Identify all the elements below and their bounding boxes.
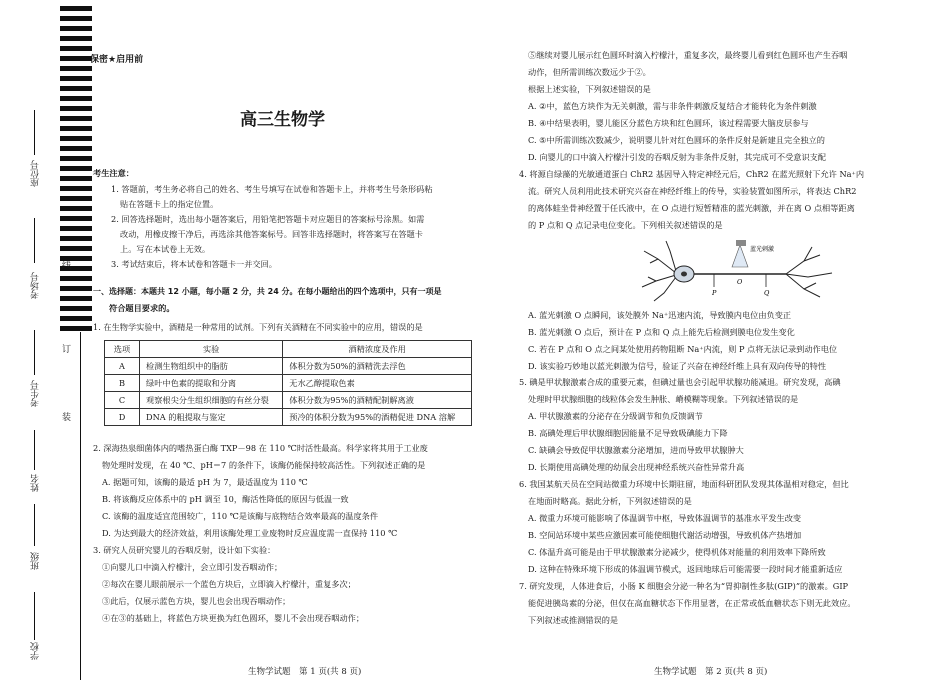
question-3-continued: ⑤继续对婴儿展示红色圆环时滴入柠檬汁，重复多次，最终婴儿看到红色圆环也产生吞咽 动作，但所需训练次数远少于②。 根据上述实验，下列叙述错误的是 A. ②中，蓝色方块作为无关刺激，需与非条件刺激反复结合才能转化为条件刺激 B. ④中结果表明，婴儿能区分蓝色方块和红色圆环，该过程需要大脑皮层参与 C. ⑤中所需训练次数减少，说明婴儿针对红色圆环的条件反射是新建且完全独立的 D. 向婴儿的口中滴入柠檬汁引发的吞咽反射为非条件反射，其完成可不受意识支配	[528, 50, 848, 162]
point-o: O	[737, 278, 743, 286]
q1-table	[104, 340, 472, 426]
notice-item: 贴在答题卡上的指定位置。	[120, 199, 219, 209]
question-7: 7. 研究发现，人体进食后，小肠 K 细胞会分泌一种名为“胃抑制性多肽(GIP)”的激素。GIP 能促进胰岛素的分泌，但仅在高血糖状态下作用显著，在正常或低血糖状态下则无此效应。 下列叙述或推测错误的是	[519, 581, 856, 625]
table-header: 选项	[105, 341, 140, 358]
school-label: 学校	[31, 642, 41, 660]
question-4: 4. 将源自绿藻的光敏通道蛋白 ChR2 基因导入特定神经元后，ChR2 在蓝光照射下允许 Na⁺内 流。研究人员利用此技术研究兴奋在神经纤维上的传导，实验装置如图所示，将表达 ChR2 的离体蛙坐骨神经置于任氏液中，在 O 点进行短暂精准的蓝光刺激，并在离 O 点相等距离 的 P 点和 Q 点记录电位变化。下列相关叙述错误的是	[519, 169, 865, 230]
question-4-options: A. 蓝光刺激 O 点瞬间，该处膜外 Na⁺迅速内流，导致膜内电位由负变正 B. 蓝光刺激 O 点后，预计在 P 点和 Q 点上能先后检测到膜电位发生变化 C. 若在 P 点和 O 点之间某处使用药物阻断 Na⁺内流，则 P 点将无法记录到动作电位 D. 该实验巧妙地以蓝光刺激为信号，验证了兴奋在神经纤维上具有双向传导的特性	[528, 310, 838, 371]
binding-margin	[0, 0, 95, 688]
class-label: 班级	[31, 552, 41, 570]
notice-item: 2. 回答选择题时，选出每小题答案后，用铅笔把答题卡对应题目的答案标号涂黑。如需	[111, 214, 425, 224]
light-source	[736, 240, 746, 246]
section1-heading: 一、选择题：本题共 12 小题，每小题 2 分，共 24 分。在每小题给出的四个选项中，只有一项是 符合题目要求的。	[93, 287, 442, 313]
exam-room-label: 考场号	[31, 272, 41, 299]
blue-light-label: 蓝光刺激	[750, 246, 775, 253]
cut-mark-line: 线	[62, 261, 72, 271]
point-q: Q	[764, 289, 770, 297]
seat-number-label: 座位号	[31, 160, 41, 187]
table-header: 实验	[140, 341, 283, 358]
secret-label: 保密★启用前	[90, 55, 144, 65]
point-p: P	[712, 289, 717, 297]
table-row: C 观察根尖分生组织细胞的有丝分裂 体积分数为95%的酒精配制解离液	[105, 392, 472, 409]
question-2: 2. 深海热泉细菌体内的嗜热蛋白酶 TXP－98 在 110 ℃时活性最高。科学家将其用于工业废 物处理时发现，在 40 ℃、pH＝7 的条件下，该酶仍能保持较高活性。下列叙述正确的是 A. 据题可知，该酶的最适 pH 为 7，最适温度为 110 ℃ B. 将该酶反应体系中的 pH 调至 10，酶活性降低的原因与低温一致 C. 该酶的温度适宜范围较广，110 ℃是该酶与底物结合效率最高的温度条件 D. 为达到最大的经济效益，利用该酶处理工业废物时反应温度需一直保持 110 ℃	[93, 443, 428, 538]
page-title: 高三生物学	[240, 110, 325, 130]
footer-left: 生物学试题 第 1 页(共 8 页)	[248, 667, 362, 677]
name-label: 姓名	[31, 474, 41, 492]
footer-right: 生物学试题 第 2 页(共 8 页)	[654, 667, 768, 677]
q1-stem: 1. 在生物学实验中，酒精是一种常用的试剂。下列有关酒精在不同实验中的应用，错误的是	[93, 322, 423, 332]
notice-item: 上。写在本试卷上无效。	[120, 244, 211, 254]
notice-item: 1. 答题前，考生务必将自己的姓名、考生号填写在试卷和答题卡上，并将考生号条形码粘	[111, 184, 433, 194]
table-row: B 绿叶中色素的提取和分离 无水乙醇提取色素	[105, 375, 472, 392]
cut-mark-install: 装	[62, 413, 72, 423]
blue-light-beam	[732, 245, 748, 267]
neuron-diagram	[636, 237, 838, 305]
question-3: 3. 研究人员研究婴儿的吞咽反射，设计如下实验： ①向婴儿口中滴入柠檬汁，会立即引发吞咽动作； ②每次在婴儿眼前展示一个蓝色方块后，立即滴入柠檬汁，重复多次； ③此后，仅展示蓝色方块，婴儿也会出现吞咽动作； ④在③的基础上，将蓝色方块更换为红色圆环，婴儿不会出现吞咽动作；	[93, 545, 365, 623]
table-header: 酒精浓度及作用	[283, 341, 472, 358]
notice-item: 3. 考试结束后，将本试卷和答题卡一并交回。	[111, 259, 277, 269]
notice-item: 改动，用橡皮擦干净后，再选涂其他答案标号。回答非选择题时，将答案写在答题卡	[120, 229, 423, 239]
question-6: 6. 我国某航天员在空间站微重力环境中长期驻留，地面科研团队发现其体温相对稳定，但比 在地面时略高。据此分析，下列叙述错误的是 A. 微重力环境可能影响了体温调节中枢，导致体温调节的基准水平发生改变 B. 空间站环境中某些应激因素可能使细胞代谢活动增强，导致机体产热增加 C. 体温升高可能是由于甲状腺激素分泌减少，使得机体对能量的利用效率下降所致 D. 这种在特殊环境下形成的体温调节模式，返回地球后可能需要一段时间才能重新适应	[519, 479, 849, 574]
notice-heading: 考生注意：	[93, 168, 134, 178]
notice-block	[93, 165, 433, 272]
table-row: A 检测生物组织中的脂肪 体积分数为50%的酒精洗去浮色	[105, 358, 472, 375]
student-number-label: 考生号	[31, 380, 41, 407]
question-5: 5. 碘是甲状腺激素合成的重要元素，但碘过量也会引起甲状腺功能减退。研究发现，高碘 处理时甲状腺细胞的线粒体会发生肿胀、嵴模糊等现象。下列叙述错误的是 A. 甲状腺激素的分泌存在分级调节和负反馈调节 B. 高碘处理后甲状腺细胞因能量不足导致吸碘能力下降 C. 缺碘会导致促甲状腺激素分泌增加，进而导致甲状腺肿大 D. 长期使用高碘处理的幼鼠会出现神经系统兴奋性异常升高	[519, 377, 841, 472]
cut-mark-bind: 订	[62, 345, 72, 355]
binding-line	[80, 332, 81, 680]
table-row: D DNA 的粗提取与鉴定 预冷的体积分数为95%的酒精促进 DNA 溶解	[105, 409, 472, 426]
